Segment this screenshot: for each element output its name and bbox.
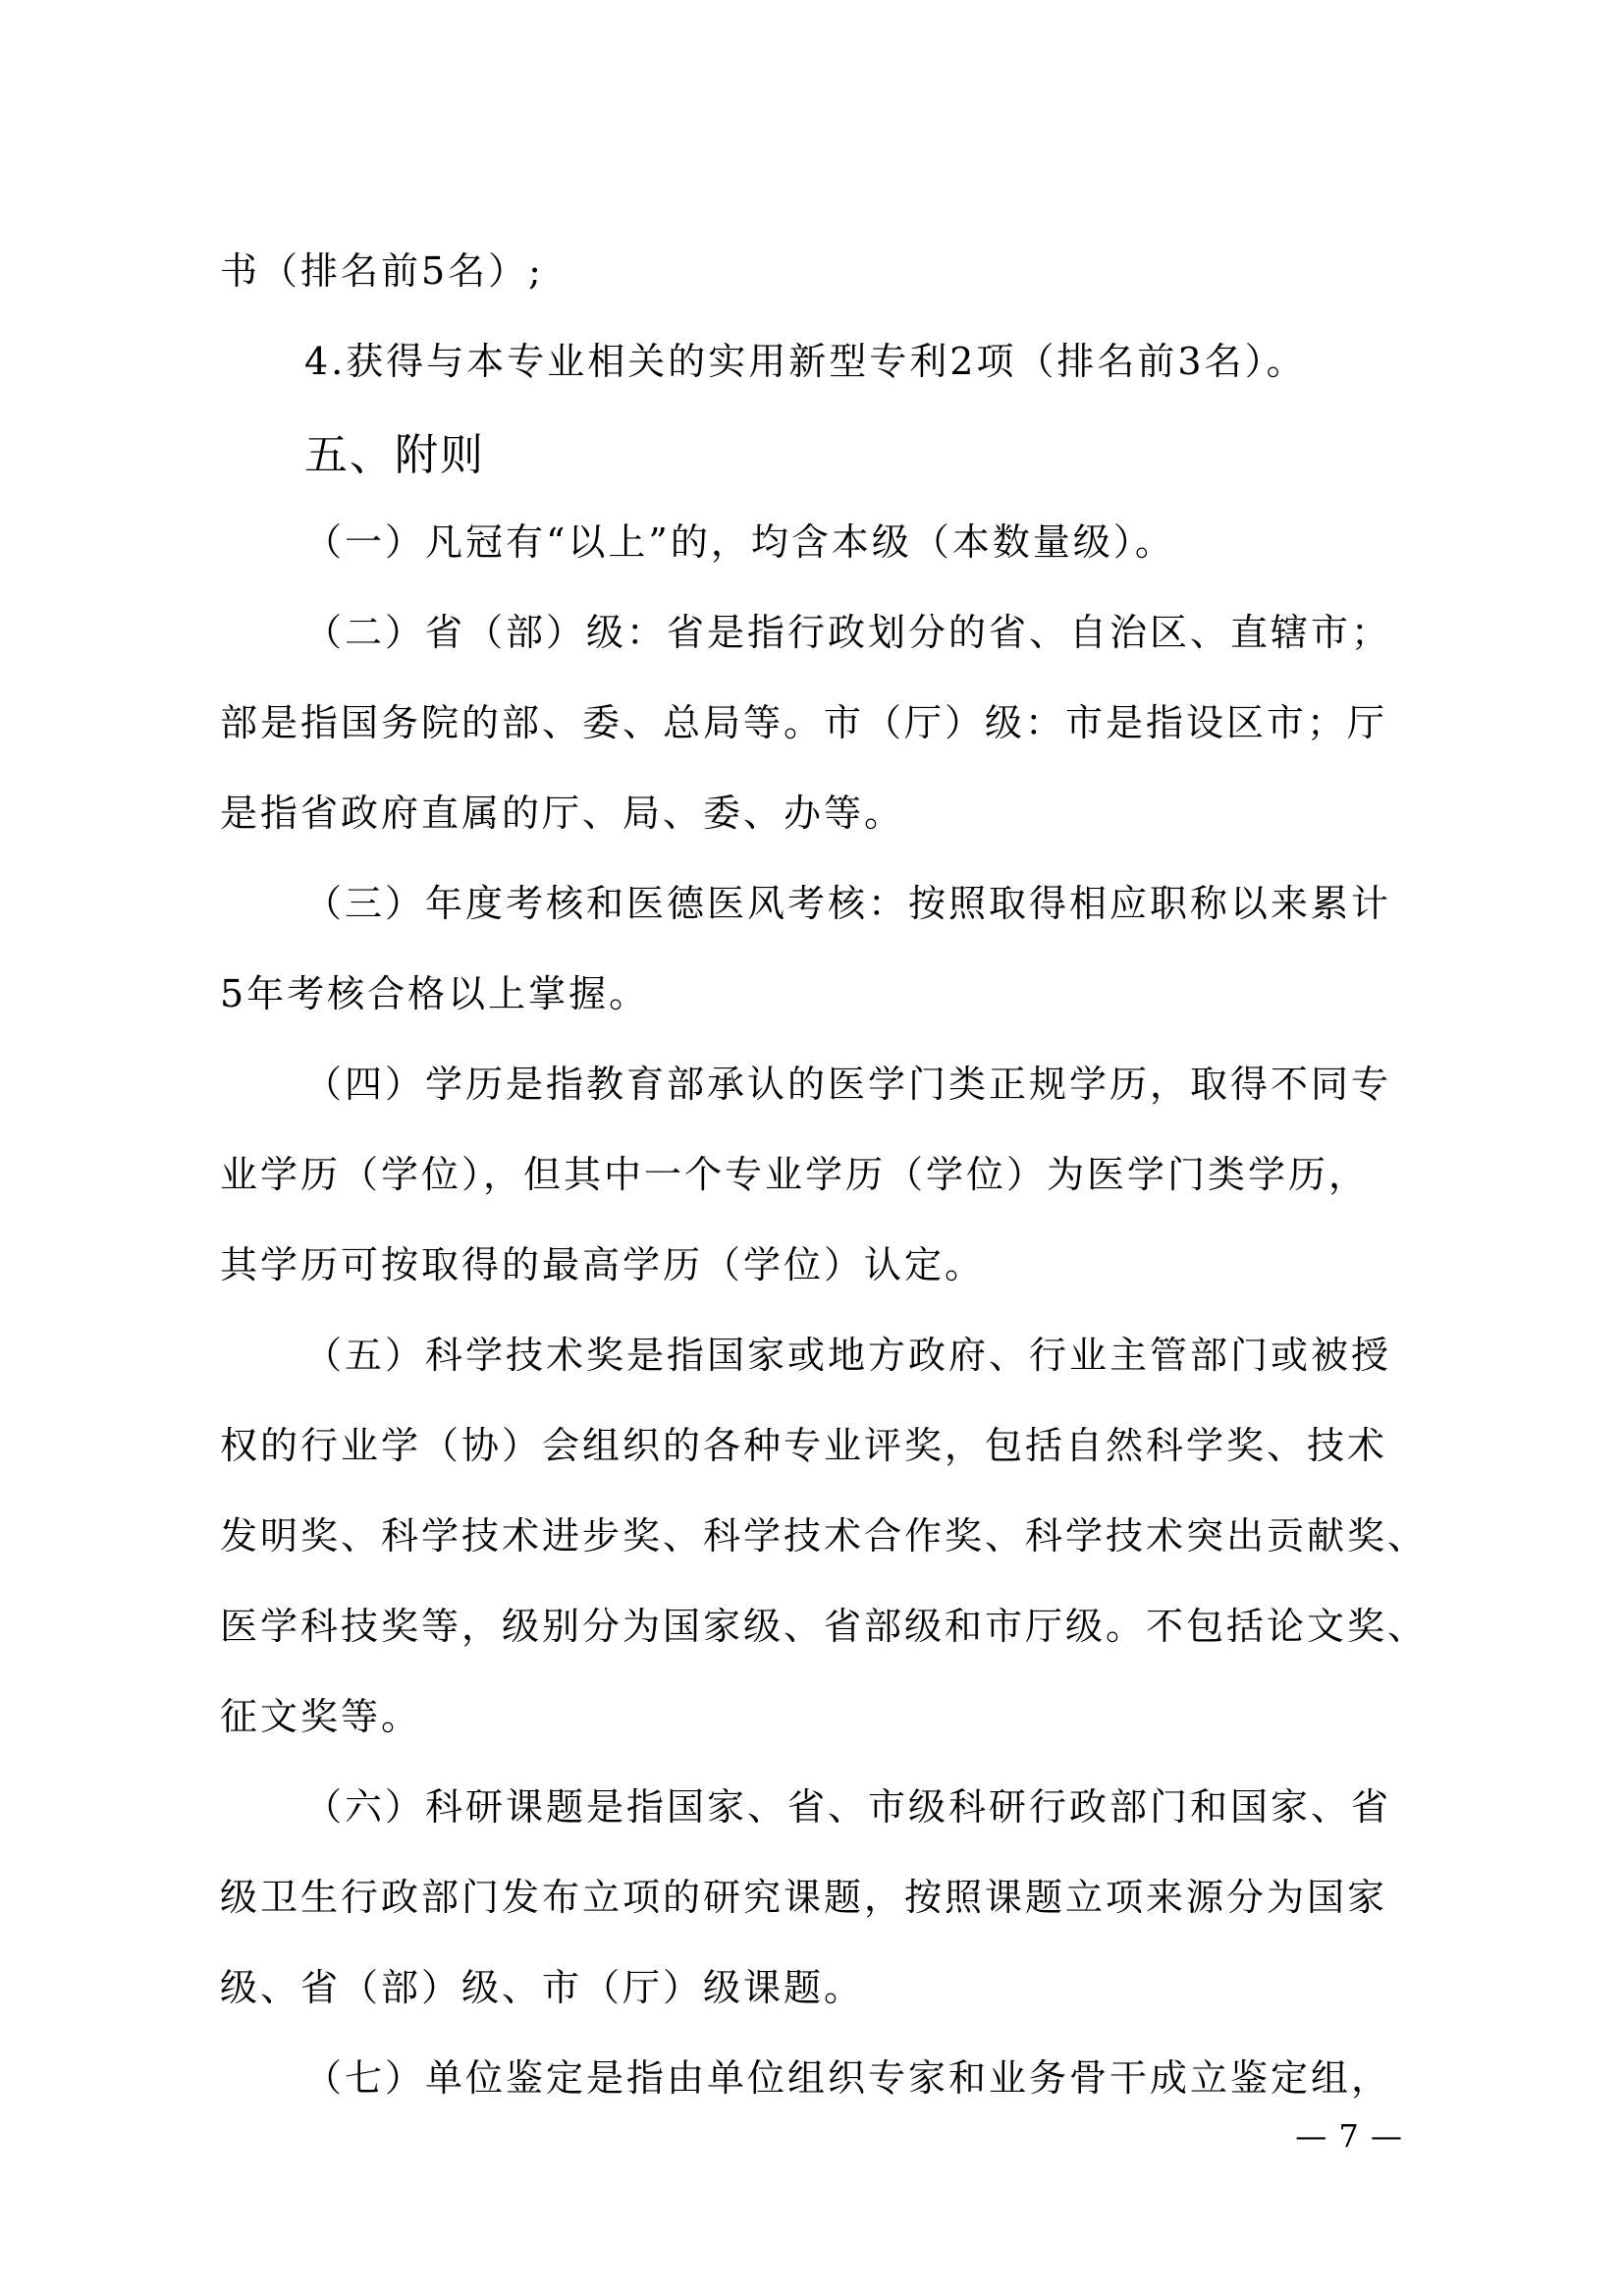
page-number: — 7 —	[1295, 2117, 1403, 2155]
document-body	[220, 247, 1429, 2145]
text-line-18: （六）科研课题是指国家、省、市级科研行政部门和国家、省	[304, 1785, 1392, 1829]
text-line-15: 发明奖、科学技术进步奖、科学技术合作奖、科学技术突出贡献奖、	[220, 1514, 1429, 1558]
text-line-13: （五）科学技术奖是指国家或地方政府、行业主管部门或被授	[304, 1334, 1392, 1377]
text-line-20: 级、省（部）级、市（厅）级课题。	[220, 1966, 865, 2009]
text-line-12: 其学历可按取得的最高学历（学位）认定。	[220, 1243, 986, 1286]
text-line-7: 是指省政府直属的厅、局、委、办等。	[220, 792, 905, 835]
text-line-8: （三）年度考核和医德医风考核：按照取得相应职称以来累计	[304, 882, 1392, 925]
text-line-16: 医学科技奖等，级别分为国家级、省部级和市厅级。不包括论文奖、	[220, 1605, 1429, 1648]
text-line-1: 书（排名前5名）;	[220, 249, 544, 293]
section-heading: 五、附则	[304, 430, 485, 480]
text-line-6: 部是指国务院的部、委、总局等。市（厅）级：市是指设区市；厅	[220, 701, 1388, 744]
text-line-2: 4.获得与本专业相关的实用新型专利2项（排名前3名）。	[304, 340, 1307, 383]
text-line-19: 级卫生行政部门发布立项的研究课题，按照课题立项来源分为国家	[220, 1876, 1388, 1919]
text-line-10: （四）学历是指教育部承认的医学门类正规学历，取得不同专	[304, 1063, 1392, 1106]
text-line-17: 征文奖等。	[220, 1695, 422, 1738]
text-line-5: （二）省（部）级：省是指行政划分的省、自治区、直辖市；	[304, 611, 1392, 654]
text-line-21: （七）单位鉴定是指由单位组织专家和业务骨干成立鉴定组，	[304, 2056, 1392, 2100]
text-line-11: 业学历（学位），但其中一个专业学历（学位）为医学门类学历，	[220, 1153, 1370, 1196]
text-line-4: （一）凡冠有“以上”的，均含本级（本数量级）。	[304, 520, 1175, 564]
text-line-9: 5年考核合格以上掌握。	[220, 972, 650, 1015]
text-line-14: 权的行业学（协）会组织的各种专业评奖，包括自然科学奖、技术	[220, 1424, 1388, 1467]
